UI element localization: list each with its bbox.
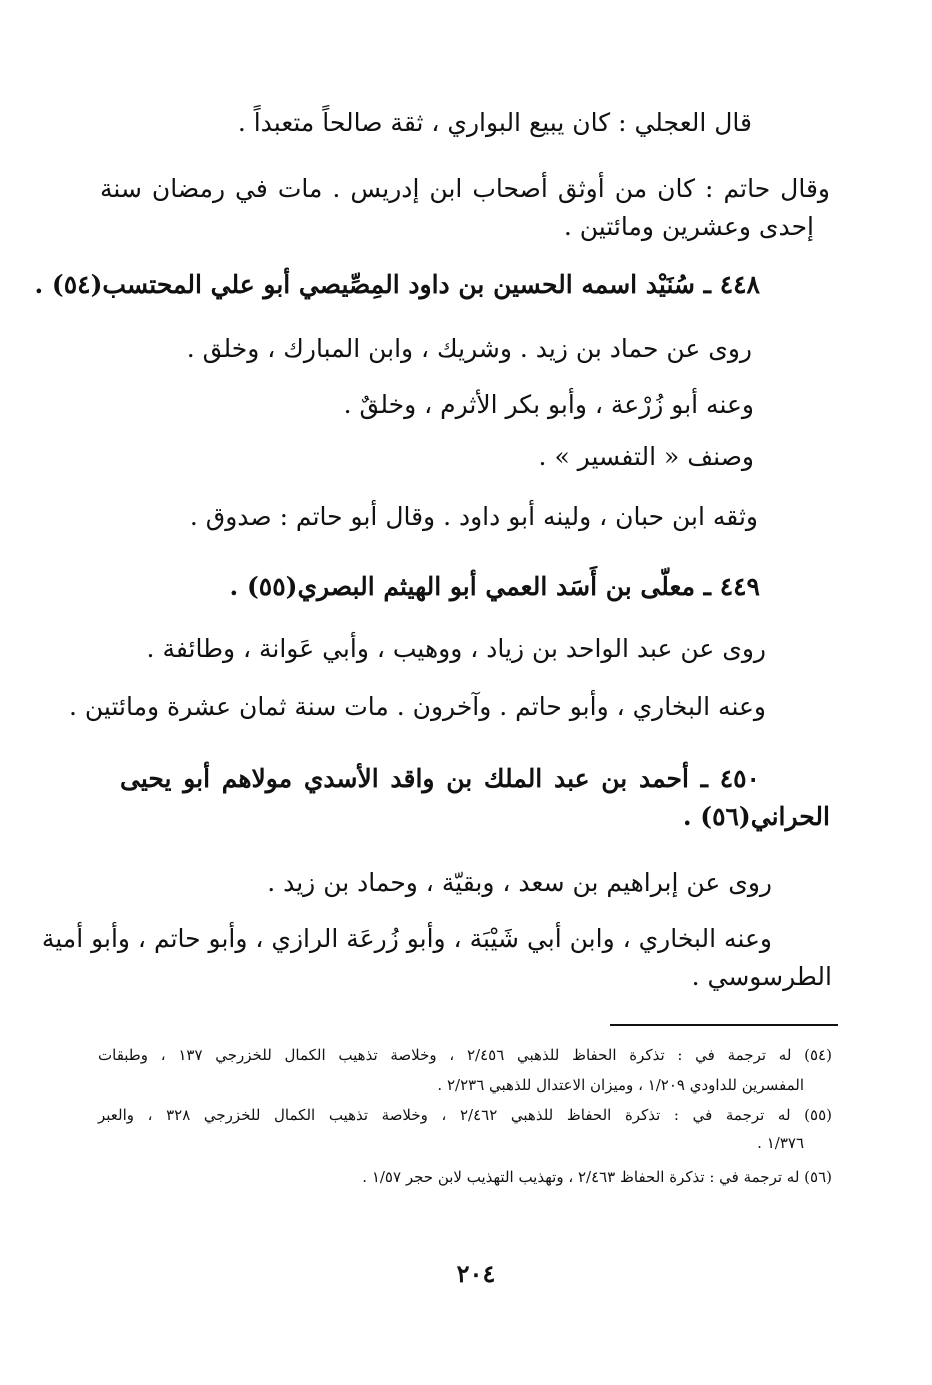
body-line: روى عن عبد الواحد بن زياد ، ووهيب ، وأبي عَوانة ، وطائفة . <box>146 634 766 663</box>
footnote-separator <box>610 1024 838 1026</box>
footnote-line: ١/٣٧٦ . <box>757 1134 804 1152</box>
body-line: وثقه ابن حبان ، ولينه أبو داود . وقال أبو حاتم : صدوق . <box>189 502 758 531</box>
footnote-line: (٥٤) له ترجمة في : تذكرة الحفاظ للذهبي ٢/٤٥٦ ، وخلاصة تذهيب الكمال للخزرجي ١٣٧ ، وطبقات <box>98 1046 832 1064</box>
body-line: قال العجلي : كان يبيع البواري ، ثقة صالحاً متعبداً . <box>237 108 752 137</box>
body-line: وعنه البخاري ، وأبو حاتم . وآخرون . مات سنة ثمان عشرة ومائتين . <box>68 692 766 721</box>
body-line: روى عن إبراهيم بن سعد ، وبقيّة ، وحماد بن زيد . <box>267 868 772 897</box>
body-line: وعنه البخاري ، وابن أبي شَيْبَة ، وأبو زُرعَة الرازي ، وأبو حاتم ، وأبو أمية <box>41 924 772 953</box>
entry-450-heading: ٤٥٠ ـ أحمد بن عبد الملك بن واقد الأسدي مولاهم أبو يحيى <box>120 764 760 793</box>
entry-449-heading: ٤٤٩ ـ معلّى بن أَسَد العمي أبو الهيثم البصري(٥٥) . <box>229 572 760 601</box>
footnote-line: (٥٥) له ترجمة في : تذكرة الحفاظ للذهبي ٢/٤٦٢ ، وخلاصة تذهيب الكمال للخزرجي ٣٢٨ ، والعبر <box>98 1106 832 1124</box>
body-line: الطرسوسي . <box>691 962 832 991</box>
body-line: روى عن حماد بن زيد . وشريك ، وابن المبارك ، وخلق . <box>186 334 752 363</box>
body-line: وقال حاتم : كان من أوثق أصحاب ابن إدريس . مات في رمضان سنة <box>100 174 830 203</box>
body-line: وعنه أبو زُرْعة ، وأبو بكر الأثرم ، وخلقٌ . <box>343 390 754 419</box>
body-line: إحدى وعشرين ومائتين . <box>563 212 814 241</box>
body-line: الحراني(٥٦) . <box>682 802 830 831</box>
page-number: ٢٠٤ <box>456 1259 496 1288</box>
body-line: وصنف « التفسير » . <box>538 442 754 471</box>
entry-448-heading: ٤٤٨ ـ سُنَيْد اسمه الحسين بن داود المِصِّيصي أبو علي المحتسب(٥٤) . <box>34 270 760 299</box>
footnote-line: المفسرين للداودي ١/٢٠٩ ، وميزان الاعتدال للذهبي ٢/٢٣٦ . <box>437 1076 804 1094</box>
footnote-line: (٥٦) له ترجمة في : تذكرة الحفاظ ٢/٤٦٣ ، وتهذيب التهذيب لابن حجر ١/٥٧ . <box>362 1168 832 1186</box>
